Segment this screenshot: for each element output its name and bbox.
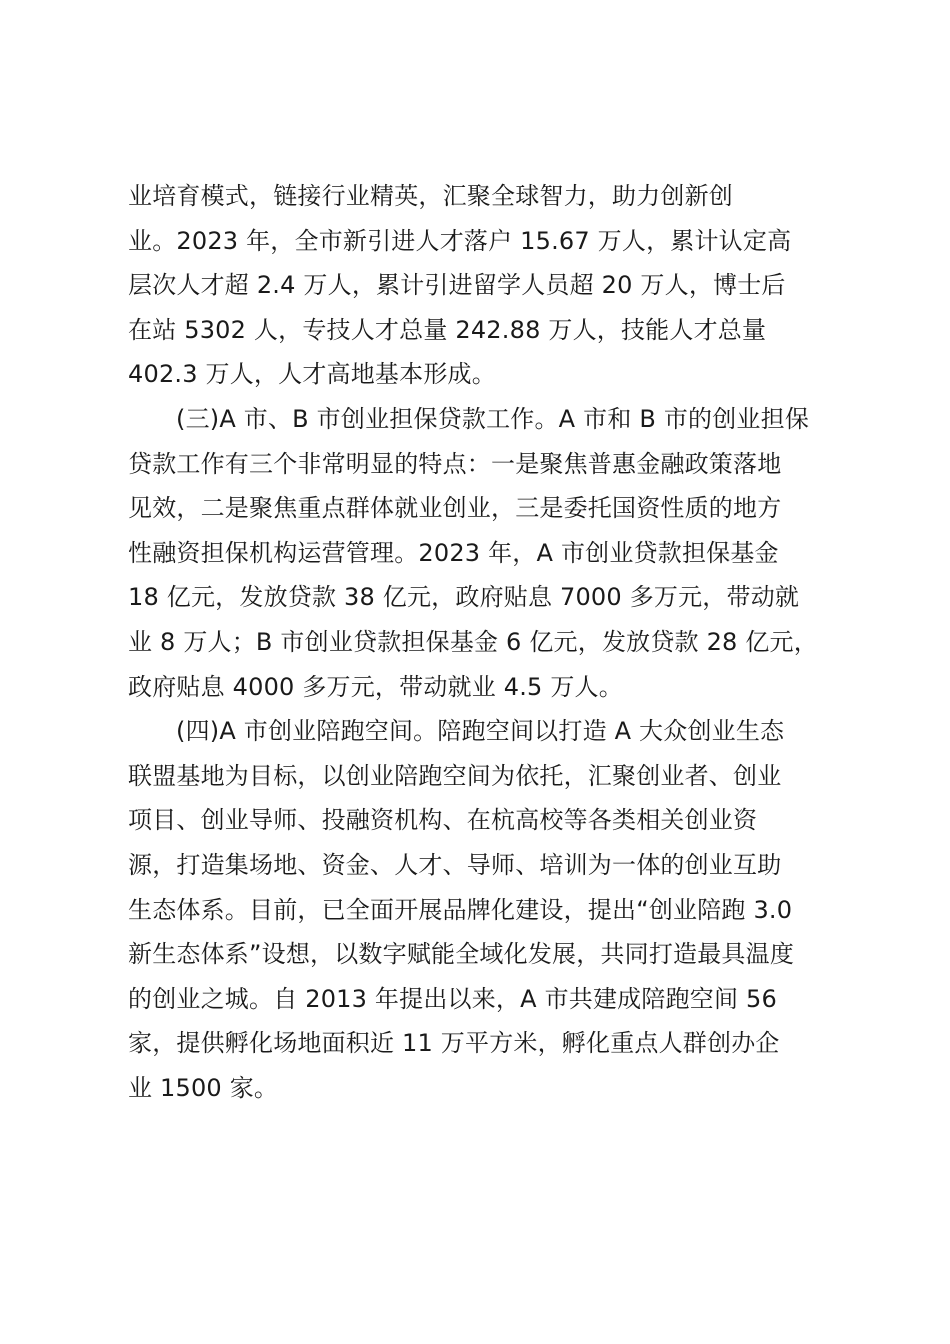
text-line: 贷款工作有三个非常明显的特点：一是聚焦普惠金融政策落地 (128, 449, 782, 478)
text-line: 源，打造集场地、资金、人才、导师、培训为一体的创业互助 (128, 850, 782, 879)
text-line: 18 亿元，发放贷款 38 亿元，政府贴息 7000 多万元，带动就 (128, 583, 800, 612)
section-heading-line: (四)A 市创业陪跑空间。陪跑空间以打造 A 大众创业生态 (176, 717, 785, 746)
text-line: 业 8 万人；B 市创业贷款担保基金 6 亿元，发放贷款 28 亿元， (128, 627, 818, 656)
text-line: 政府贴息 4000 多万元，带动就业 4.5 万人。 (128, 672, 623, 701)
text-line: 家，提供孵化场地面积近 11 万平方米，孵化重点人群创办企 (128, 1029, 780, 1058)
text-line: 402.3 万人，人才高地基本形成。 (128, 360, 496, 389)
text-line: 业培育模式，链接行业精英，汇聚全球智力，助力创新创 (128, 182, 733, 210)
text-line: 的创业之城。自 2013 年提出以来，A 市共建成陪跑空间 56 (128, 984, 777, 1013)
text-line: 新生态体系”设想，以数字赋能全域化发展，共同打造最具温度 (128, 940, 795, 969)
text-line: 联盟基地为目标，以创业陪跑空间为依托，汇聚创业者、创业 (128, 761, 782, 790)
text-line: 业。2023 年，全市新引进人才落户 15.67 万人，累计认定高 (128, 226, 792, 255)
text-line: 项目、创业导师、投融资机构、在杭高校等各类相关创业资 (128, 806, 758, 835)
text-line: 业 1500 家。 (128, 1073, 279, 1102)
text-line: 层次人才超 2.4 万人，累计引进留学人员超 20 万人，博士后 (128, 271, 786, 300)
text-line: 见效，二是聚焦重点群体就业创业，三是委托国资性质的地方 (128, 494, 782, 523)
text-line: 在站 5302 人，专技人才总量 242.88 万人，技能人才总量 (128, 315, 767, 344)
text-line: 性融资担保机构运营管理。2023 年，A 市创业贷款担保基金 (128, 538, 779, 567)
text-line: 生态体系。目前，已全面开展品牌化建设，提出“创业陪跑 3.0 (128, 895, 793, 924)
document-body (128, 174, 834, 1110)
section-heading-line: (三)A 市、B 市创业担保贷款工作。A 市和 B 市的创业担保 (176, 404, 810, 433)
